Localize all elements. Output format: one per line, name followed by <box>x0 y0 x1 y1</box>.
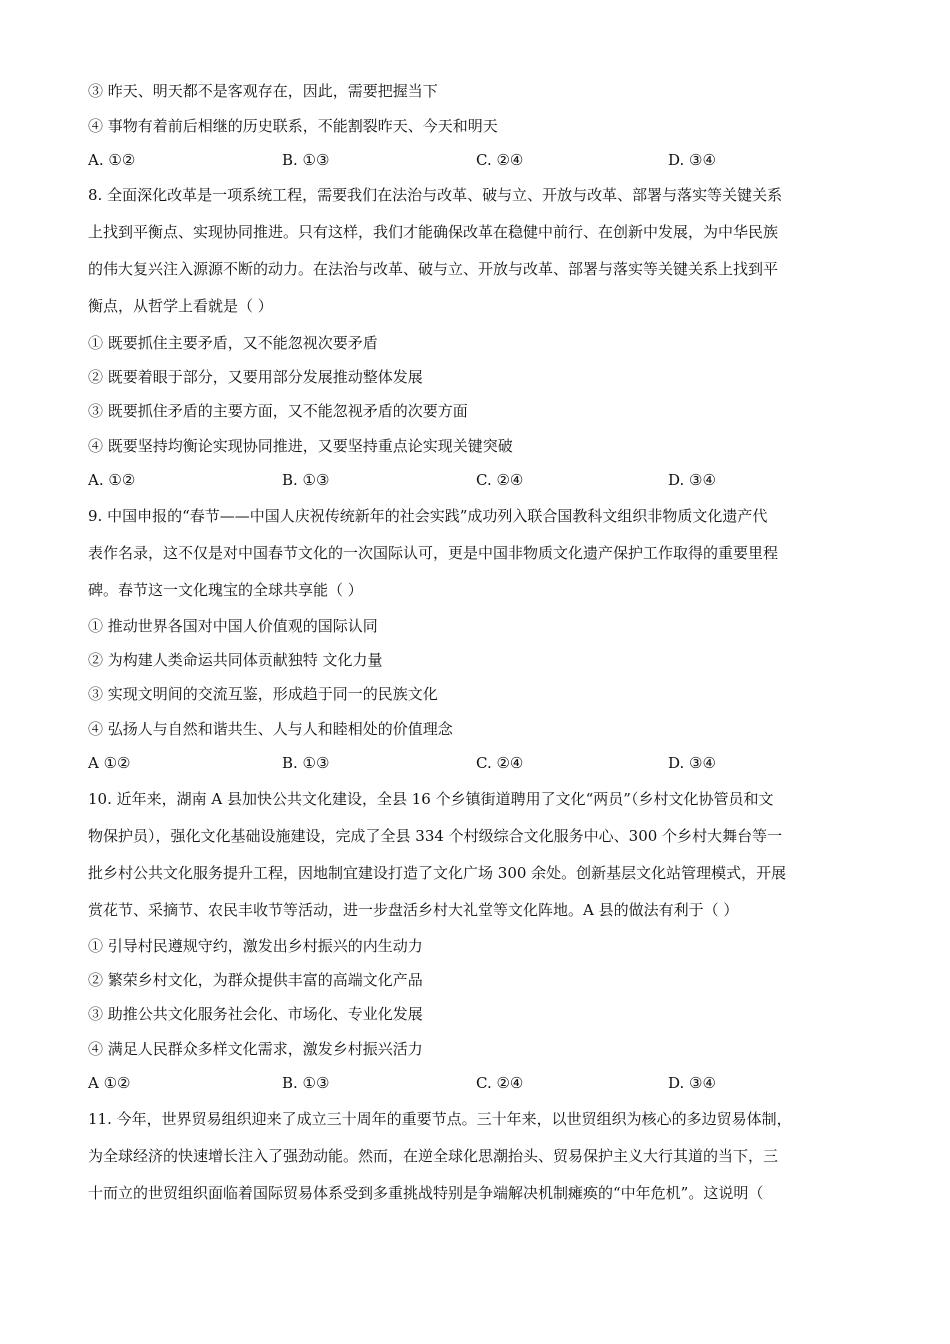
q11-stem-line: 为全球经济的快速增长注入了强劲动能。然而，在逆全球化思潮抬头、贸易保护主义大行其道的当下，三 <box>88 1147 779 1165</box>
q8-item-1: ① 既要抓住主要矛盾，又不能忽视次要矛盾 <box>88 334 378 352</box>
q9-option-a: A ①② <box>88 754 131 772</box>
q9-stem-line: 碑。春节这一文化瑰宝的全球共享能（ ） <box>88 581 363 599</box>
q8-stem-line: 的伟大复兴注入源源不断的动力。在法治与改革、破与立、开放与改革、部署与落实等关键关系上找到平 <box>88 260 779 278</box>
q9-stem-line: 9. 中国申报的“春节——中国人庆祝传统新年的社会实践”成功列入联合国教科文组织非物质文化遗产代 <box>88 507 768 525</box>
q7-option-b: B. ①③ <box>282 151 330 169</box>
q11-stem-line: 十而立的世贸组织面临着国际贸易体系受到多重挑战特别是争端解决机制瘫痪的“中年危机”。这说明（ <box>88 1184 764 1202</box>
q10-item-4: ④ 满足人民群众多样文化需求，激发乡村振兴活力 <box>88 1040 423 1058</box>
q9-item-4: ④ 弘扬人与自然和谐共生、人与人和睦相处的价值理念 <box>88 720 453 738</box>
q9-stem-line: 表作名录，这不仅是对中国春节文化的一次国际认可，更是中国非物质文化遗产保护工作取得的重要里程 <box>88 544 779 562</box>
q10-stem-line: 赏花节、采摘节、农民丰收节等活动，进一步盘活乡村大礼堂等文化阵地。A 县的做法有利于（ ） <box>88 901 739 919</box>
q8-item-2: ② 既要着眼于部分，又要用部分发展推动整体发展 <box>88 368 423 386</box>
q10-stem-line: 物保护员），强化文化基础设施建设，完成了全县 334 个村级综合文化服务中心、300 个乡村大舞台等一 <box>88 827 783 845</box>
q10-item-3: ③ 助推公共文化服务社会化、市场化、专业化发展 <box>88 1005 423 1023</box>
q7-item-3: ③ 昨天、明天都不是客观存在，因此，需要把握当下 <box>88 82 438 100</box>
q10-option-b: B. ①③ <box>282 1074 330 1092</box>
q10-stem-line: 批乡村公共文化服务提升工程，因地制宜建设打造了文化广场 300 余处。创新基层文化站管理模式，开展 <box>88 864 787 882</box>
q10-option-a: A ①② <box>88 1074 131 1092</box>
q9-option-d: D. ③④ <box>668 754 716 772</box>
q9-item-2: ② 为构建人类命运共同体贡献独特 文化力量 <box>88 651 383 669</box>
q10-item-1: ① 引导村民遵规守约，激发出乡村振兴的内生动力 <box>88 937 423 955</box>
q8-stem-line: 上找到平衡点、实现协同推进。只有这样，我们才能确保改革在稳健中前行、在创新中发展，为中华民族 <box>88 223 779 241</box>
q8-option-d: D. ③④ <box>668 471 716 489</box>
q8-item-4: ④ 既要坚持均衡论实现协同推进，又要坚持重点论实现关键突破 <box>88 437 513 455</box>
q7-option-c: C. ②④ <box>476 151 524 169</box>
q7-item-4: ④ 事物有着前后相继的历史联系，不能割裂昨天、今天和明天 <box>88 117 498 135</box>
q9-option-b: B. ①③ <box>282 754 330 772</box>
q9-item-1: ① 推动世界各国对中国人价值观的国际认同 <box>88 617 378 635</box>
q8-stem-line: 8. 全面深化改革是一项系统工程，需要我们在法治与改革、破与立、开放与改革、部署与落实等关键关系 <box>88 186 783 204</box>
q9-item-3: ③ 实现文明间的交流互鉴，形成趋于同一的民族文化 <box>88 685 438 703</box>
q10-option-c: C. ②④ <box>476 1074 524 1092</box>
q7-option-a: A. ①② <box>88 151 136 169</box>
q10-option-d: D. ③④ <box>668 1074 716 1092</box>
q10-stem-line: 10. 近年来，湖南 A 县加快公共文化建设，全县 16 个乡镇街道聘用了文化“两员”（乡村文化协管员和文 <box>88 790 774 808</box>
q10-item-2: ② 繁荣乡村文化，为群众提供丰富的高端文化产品 <box>88 971 423 989</box>
q8-option-b: B. ①③ <box>282 471 330 489</box>
q9-option-c: C. ②④ <box>476 754 524 772</box>
q11-stem-line: 11. 今年，世界贸易组织迎来了成立三十周年的重要节点。三十年来，以世贸组织为核心的多边贸易体制， <box>88 1110 792 1128</box>
q7-option-d: D. ③④ <box>668 151 716 169</box>
q8-option-a: A. ①② <box>88 471 136 489</box>
q8-option-c: C. ②④ <box>476 471 524 489</box>
q8-stem-line: 衡点，从哲学上看就是（ ） <box>88 297 273 315</box>
q8-item-3: ③ 既要抓住矛盾的主要方面，又不能忽视矛盾的次要方面 <box>88 402 468 420</box>
